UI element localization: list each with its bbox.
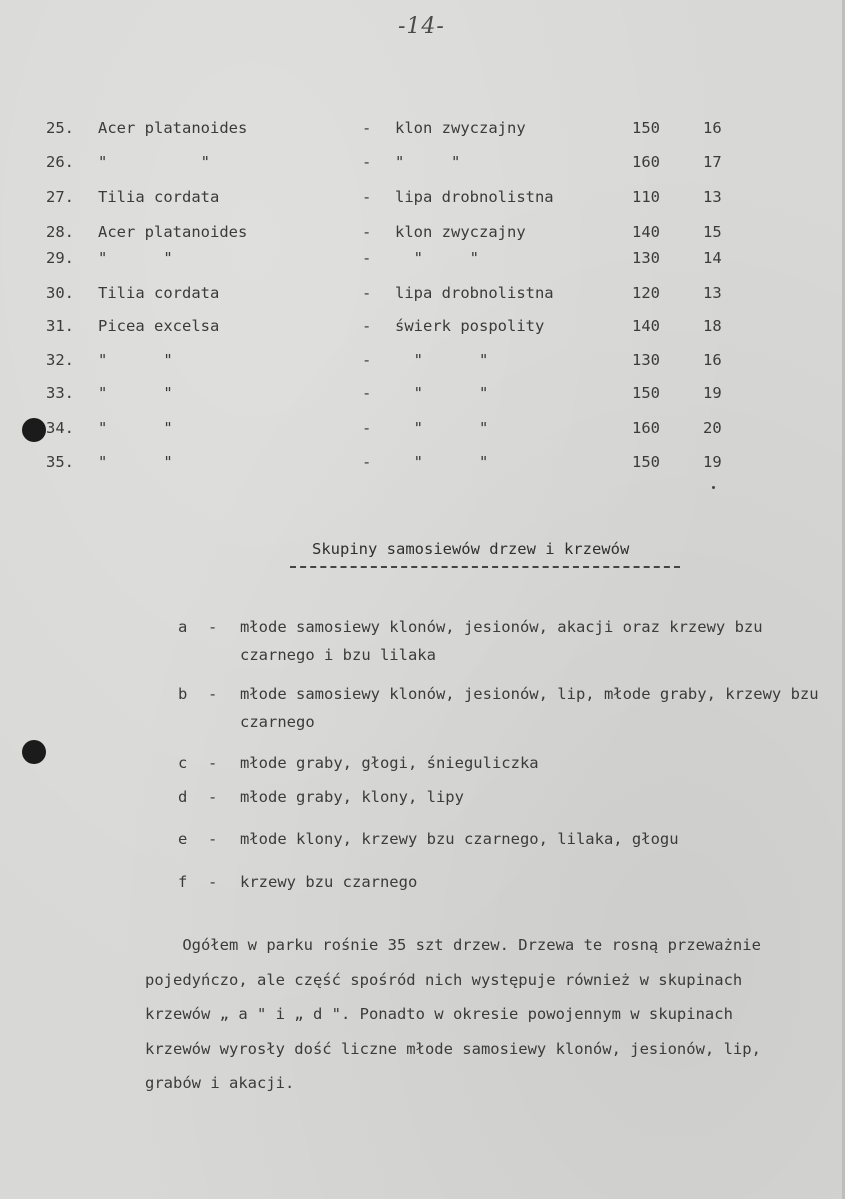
group-dash: - bbox=[208, 788, 218, 806]
tree-circumference: 130 bbox=[632, 351, 660, 369]
tree-number: 28. bbox=[46, 223, 74, 241]
table-row bbox=[0, 185, 845, 209]
group-letter: a bbox=[178, 618, 188, 636]
section-title-underline bbox=[290, 566, 680, 568]
group-letter: d bbox=[178, 788, 188, 806]
tree-polish-name: " " bbox=[395, 453, 489, 471]
tree-polish-name: klon zwyczajny bbox=[395, 119, 526, 137]
tree-dash: - bbox=[362, 419, 372, 437]
group-letter: c bbox=[178, 754, 188, 772]
tree-latin-name: Acer platanoides bbox=[98, 223, 248, 241]
tree-dash: - bbox=[362, 188, 372, 206]
tree-height: 16 bbox=[703, 119, 722, 137]
tree-height: 14 bbox=[703, 249, 722, 267]
tree-polish-name: klon zwyczajny bbox=[395, 223, 526, 241]
tree-polish-name: " " bbox=[395, 419, 489, 437]
group-description: młode klony, krzewy bzu czarnego, lilaka, głogu bbox=[240, 830, 679, 848]
list-item bbox=[0, 868, 845, 896]
group-dash: - bbox=[208, 873, 218, 891]
tree-dash: - bbox=[362, 119, 372, 137]
group-letter: f bbox=[178, 873, 188, 891]
tree-latin-name: " " bbox=[98, 384, 173, 402]
tree-height: 18 bbox=[703, 317, 722, 335]
tree-number: 34. bbox=[46, 419, 74, 437]
tree-circumference: 140 bbox=[632, 317, 660, 335]
table-row bbox=[0, 116, 845, 140]
table-row bbox=[0, 416, 845, 440]
tree-height: 16 bbox=[703, 351, 722, 369]
group-description: młode graby, klony, lipy bbox=[240, 788, 464, 806]
tree-height: 17 bbox=[703, 153, 722, 171]
tree-height: 15 bbox=[703, 223, 722, 241]
table-row bbox=[0, 348, 845, 372]
paragraph-line: krzewów „ a " i „ d ". Ponadto w okresie powojennym w skupinach bbox=[145, 1005, 733, 1023]
group-letter: b bbox=[178, 685, 188, 703]
tree-circumference: 150 bbox=[632, 453, 660, 471]
summary-paragraph bbox=[145, 928, 845, 1101]
table-row bbox=[0, 246, 845, 270]
group-dash: - bbox=[208, 618, 218, 636]
group-description: krzewy bzu czarnego bbox=[240, 873, 418, 891]
tree-number: 31. bbox=[46, 317, 74, 335]
tree-polish-name: " " bbox=[395, 384, 489, 402]
tree-circumference: 150 bbox=[632, 119, 660, 137]
tree-number: 25. bbox=[46, 119, 74, 137]
tree-latin-name: " " bbox=[98, 153, 210, 171]
table-row bbox=[0, 281, 845, 305]
tree-number: 33. bbox=[46, 384, 74, 402]
tree-number: 35. bbox=[46, 453, 74, 471]
table-row bbox=[0, 381, 845, 405]
tree-circumference: 140 bbox=[632, 223, 660, 241]
tree-circumference: 130 bbox=[632, 249, 660, 267]
section-title: Skupiny samosiewów drzew i krzewów bbox=[312, 540, 630, 558]
tree-latin-name: " " bbox=[98, 453, 173, 471]
tree-dash: - bbox=[362, 384, 372, 402]
tree-polish-name: lipa drobnolistna bbox=[395, 188, 554, 206]
tree-circumference: 160 bbox=[632, 153, 660, 171]
paragraph-line: Ogółem w parku rośnie 35 szt drzew. Drzewa te rosną przeważnie bbox=[145, 936, 761, 954]
group-letter: e bbox=[178, 830, 188, 848]
paragraph-line: pojedyńczo, ale część spośród nich występuje również w skupinach bbox=[145, 970, 743, 989]
table-row bbox=[0, 314, 845, 338]
tree-number: 29. bbox=[46, 249, 74, 267]
tree-latin-name: Picea excelsa bbox=[98, 317, 220, 335]
tree-number: 30. bbox=[46, 284, 74, 302]
tree-polish-name: " " bbox=[395, 153, 461, 171]
tree-polish-name: " " bbox=[395, 351, 489, 369]
tree-latin-name: " " bbox=[98, 351, 173, 369]
tree-circumference: 160 bbox=[632, 419, 660, 437]
list-item bbox=[0, 749, 845, 777]
list-item bbox=[0, 783, 845, 811]
tree-dash: - bbox=[362, 249, 372, 267]
table-row bbox=[0, 450, 845, 474]
tree-height: 19 bbox=[703, 453, 722, 471]
list-item bbox=[0, 613, 845, 669]
tree-height: 13 bbox=[703, 188, 722, 206]
tree-dash: - bbox=[362, 153, 372, 171]
tree-latin-name: " " bbox=[98, 419, 173, 437]
tree-number: 27. bbox=[46, 188, 74, 206]
group-description: młode graby, głogi, śnieguliczka bbox=[240, 754, 539, 772]
tree-number: 32. bbox=[46, 351, 74, 369]
list-item bbox=[0, 825, 845, 853]
tree-latin-name: Acer platanoides bbox=[98, 119, 248, 137]
tree-polish-name: świerk pospolity bbox=[395, 317, 545, 335]
tree-height: 20 bbox=[703, 419, 722, 437]
tree-height: 13 bbox=[703, 284, 722, 302]
tree-latin-name: Tilia cordata bbox=[98, 188, 220, 206]
table-row bbox=[0, 150, 845, 174]
tree-dash: - bbox=[362, 317, 372, 335]
group-dash: - bbox=[208, 685, 218, 703]
tree-dash: - bbox=[362, 284, 372, 302]
tree-dash: - bbox=[362, 223, 372, 241]
group-description: młode samosiewy klonów, jesionów, lip, młode graby, krzewy bzu czarnego bbox=[240, 685, 819, 731]
tree-circumference: 110 bbox=[632, 188, 660, 206]
tree-dash: - bbox=[362, 453, 372, 471]
tree-latin-name: " " bbox=[98, 249, 173, 267]
tree-polish-name: lipa drobnolistna bbox=[395, 284, 554, 302]
tree-circumference: 120 bbox=[632, 284, 660, 302]
list-item bbox=[0, 680, 845, 736]
paragraph-line: grabów i akacji. bbox=[145, 1074, 295, 1092]
tree-dash: - bbox=[362, 351, 372, 369]
paragraph-line: krzewów wyrosły dość liczne młode samosiewy klonów, jesionów, lip, bbox=[145, 1039, 761, 1058]
tree-circumference: 150 bbox=[632, 384, 660, 402]
table-row bbox=[0, 220, 845, 244]
tree-number: 26. bbox=[46, 153, 74, 171]
stray-mark bbox=[712, 486, 715, 489]
group-dash: - bbox=[208, 754, 218, 772]
group-description: młode samosiewy klonów, jesionów, akacji oraz krzewy bzu czarnego i bzu lilaka bbox=[240, 618, 763, 664]
tree-polish-name: " " bbox=[395, 249, 479, 267]
tree-latin-name: Tilia cordata bbox=[98, 284, 220, 302]
tree-height: 19 bbox=[703, 384, 722, 402]
page-number: -14- bbox=[398, 14, 445, 39]
group-dash: - bbox=[208, 830, 218, 848]
